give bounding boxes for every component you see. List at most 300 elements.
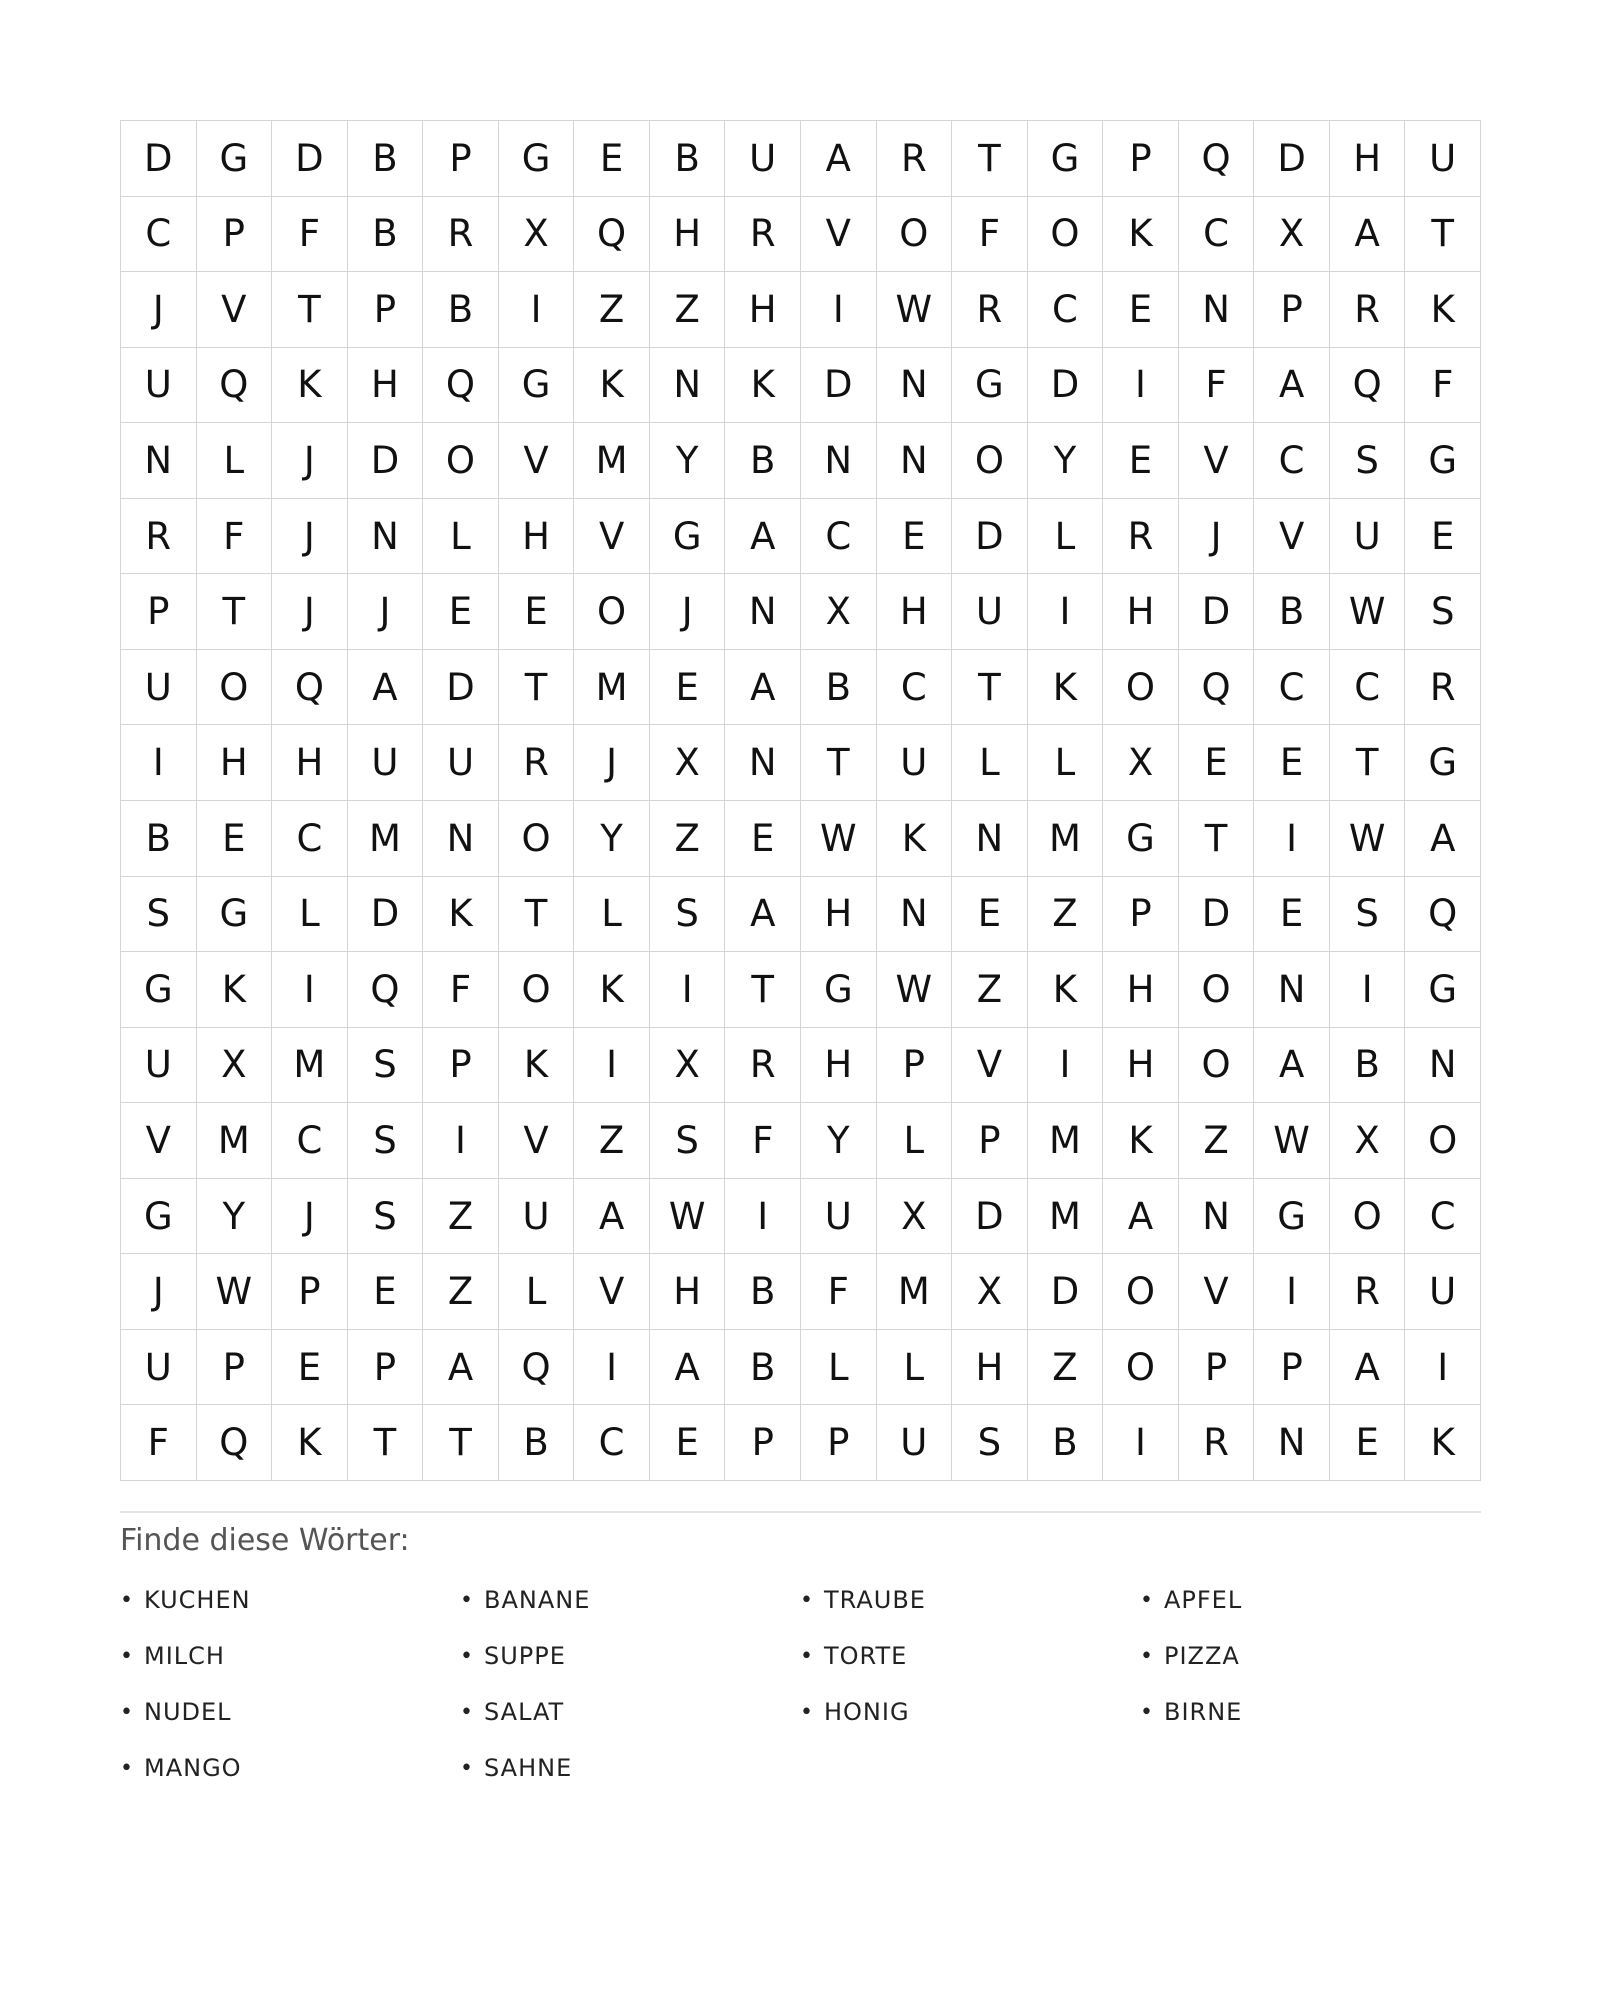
grid-cell[interactable]: N	[725, 725, 801, 801]
grid-cell[interactable]: Z	[423, 1254, 499, 1330]
grid-cell[interactable]: E	[574, 121, 650, 197]
grid-cell[interactable]: R	[1179, 1405, 1255, 1481]
grid-cell[interactable]: K	[1405, 272, 1481, 348]
grid-cell[interactable]: H	[348, 348, 424, 424]
grid-cell[interactable]: E	[1103, 423, 1179, 499]
grid-cell[interactable]: S	[952, 1405, 1028, 1481]
grid-cell[interactable]: L	[499, 1254, 575, 1330]
grid-cell[interactable]: P	[801, 1405, 877, 1481]
grid-cell[interactable]: A	[1254, 348, 1330, 424]
grid-cell[interactable]: M	[197, 1103, 273, 1179]
grid-cell[interactable]: P	[1103, 121, 1179, 197]
grid-cell[interactable]: L	[272, 877, 348, 953]
grid-cell[interactable]: I	[499, 272, 575, 348]
grid-cell[interactable]: H	[499, 499, 575, 575]
grid-cell[interactable]: R	[1330, 272, 1406, 348]
grid-cell[interactable]: U	[499, 1179, 575, 1255]
grid-cell[interactable]: U	[1405, 121, 1481, 197]
grid-cell[interactable]: T	[801, 725, 877, 801]
grid-cell[interactable]: Q	[423, 348, 499, 424]
grid-cell[interactable]: K	[1405, 1405, 1481, 1481]
grid-cell[interactable]: K	[1103, 1103, 1179, 1179]
grid-cell[interactable]: L	[1028, 499, 1104, 575]
grid-cell[interactable]: G	[197, 121, 273, 197]
grid-cell[interactable]: U	[1405, 1254, 1481, 1330]
grid-cell[interactable]: V	[1254, 499, 1330, 575]
grid-cell[interactable]: L	[877, 1103, 953, 1179]
grid-cell[interactable]: O	[1179, 952, 1255, 1028]
grid-cell[interactable]: A	[423, 1330, 499, 1406]
grid-cell[interactable]: L	[1028, 725, 1104, 801]
grid-cell[interactable]: T	[197, 574, 273, 650]
grid-cell[interactable]: Q	[499, 1330, 575, 1406]
grid-cell[interactable]: A	[801, 121, 877, 197]
grid-cell[interactable]: V	[574, 499, 650, 575]
grid-cell[interactable]: X	[1103, 725, 1179, 801]
grid-cell[interactable]: A	[1103, 1179, 1179, 1255]
grid-cell[interactable]: Q	[197, 1405, 273, 1481]
grid-cell[interactable]: I	[574, 1330, 650, 1406]
grid-cell[interactable]: Z	[952, 952, 1028, 1028]
grid-cell[interactable]: C	[877, 650, 953, 726]
grid-cell[interactable]: V	[1179, 1254, 1255, 1330]
grid-cell[interactable]: F	[725, 1103, 801, 1179]
grid-cell[interactable]: X	[650, 725, 726, 801]
grid-cell[interactable]: A	[725, 650, 801, 726]
grid-cell[interactable]: C	[272, 801, 348, 877]
grid-cell[interactable]: F	[1179, 348, 1255, 424]
grid-cell[interactable]: N	[725, 574, 801, 650]
grid-cell[interactable]: C	[1405, 1179, 1481, 1255]
grid-cell[interactable]: C	[574, 1405, 650, 1481]
grid-cell[interactable]: A	[725, 877, 801, 953]
grid-cell[interactable]: P	[1254, 1330, 1330, 1406]
grid-cell[interactable]: C	[272, 1103, 348, 1179]
grid-cell[interactable]: D	[801, 348, 877, 424]
grid-cell[interactable]: E	[1330, 1405, 1406, 1481]
grid-cell[interactable]: E	[499, 574, 575, 650]
grid-cell[interactable]: C	[121, 197, 197, 273]
grid-cell[interactable]: P	[423, 1028, 499, 1104]
grid-cell[interactable]: P	[1179, 1330, 1255, 1406]
grid-cell[interactable]: I	[1103, 1405, 1179, 1481]
grid-cell[interactable]: J	[1179, 499, 1255, 575]
grid-cell[interactable]: R	[1330, 1254, 1406, 1330]
grid-cell[interactable]: R	[877, 121, 953, 197]
grid-cell[interactable]: G	[499, 348, 575, 424]
grid-cell[interactable]: E	[1254, 725, 1330, 801]
grid-cell[interactable]: V	[121, 1103, 197, 1179]
grid-cell[interactable]: S	[348, 1103, 424, 1179]
grid-cell[interactable]: W	[877, 272, 953, 348]
grid-cell[interactable]: E	[650, 650, 726, 726]
grid-cell[interactable]: K	[574, 952, 650, 1028]
grid-cell[interactable]: P	[423, 121, 499, 197]
grid-cell[interactable]: P	[725, 1405, 801, 1481]
grid-cell[interactable]: B	[725, 1254, 801, 1330]
grid-cell[interactable]: Z	[574, 272, 650, 348]
grid-cell[interactable]: I	[801, 272, 877, 348]
grid-cell[interactable]: F	[952, 197, 1028, 273]
grid-cell[interactable]: M	[272, 1028, 348, 1104]
grid-cell[interactable]: H	[801, 1028, 877, 1104]
grid-cell[interactable]: S	[348, 1179, 424, 1255]
grid-cell[interactable]: U	[121, 1028, 197, 1104]
grid-cell[interactable]: P	[1254, 272, 1330, 348]
grid-cell[interactable]: U	[348, 725, 424, 801]
grid-cell[interactable]: D	[1179, 574, 1255, 650]
grid-cell[interactable]: G	[499, 121, 575, 197]
grid-cell[interactable]: V	[197, 272, 273, 348]
grid-cell[interactable]: V	[952, 1028, 1028, 1104]
grid-cell[interactable]: C	[1330, 650, 1406, 726]
grid-cell[interactable]: U	[725, 121, 801, 197]
grid-cell[interactable]: T	[499, 877, 575, 953]
grid-cell[interactable]: P	[197, 1330, 273, 1406]
grid-cell[interactable]: R	[499, 725, 575, 801]
grid-cell[interactable]: U	[801, 1179, 877, 1255]
grid-cell[interactable]: Z	[574, 1103, 650, 1179]
grid-cell[interactable]: B	[725, 1330, 801, 1406]
grid-cell[interactable]: D	[1179, 877, 1255, 953]
grid-cell[interactable]: L	[952, 725, 1028, 801]
grid-cell[interactable]: H	[1330, 121, 1406, 197]
grid-cell[interactable]: I	[1330, 952, 1406, 1028]
grid-cell[interactable]: E	[952, 877, 1028, 953]
grid-cell[interactable]: D	[272, 121, 348, 197]
grid-cell[interactable]: F	[197, 499, 273, 575]
grid-cell[interactable]: G	[1103, 801, 1179, 877]
grid-cell[interactable]: E	[1254, 877, 1330, 953]
grid-cell[interactable]: I	[574, 1028, 650, 1104]
grid-cell[interactable]: P	[272, 1254, 348, 1330]
grid-cell[interactable]: V	[499, 1103, 575, 1179]
grid-cell[interactable]: M	[574, 423, 650, 499]
grid-cell[interactable]: V	[801, 197, 877, 273]
grid-cell[interactable]: V	[499, 423, 575, 499]
grid-cell[interactable]: S	[1405, 574, 1481, 650]
grid-cell[interactable]: N	[877, 877, 953, 953]
grid-cell[interactable]: K	[725, 348, 801, 424]
grid-cell[interactable]: U	[121, 650, 197, 726]
grid-cell[interactable]: G	[952, 348, 1028, 424]
grid-cell[interactable]: U	[877, 725, 953, 801]
grid-cell[interactable]: X	[877, 1179, 953, 1255]
grid-cell[interactable]: K	[197, 952, 273, 1028]
grid-cell[interactable]: Y	[650, 423, 726, 499]
grid-cell[interactable]: H	[725, 272, 801, 348]
grid-cell[interactable]: J	[272, 423, 348, 499]
grid-cell[interactable]: L	[801, 1330, 877, 1406]
grid-cell[interactable]: S	[121, 877, 197, 953]
grid-cell[interactable]: W	[877, 952, 953, 1028]
grid-cell[interactable]: I	[423, 1103, 499, 1179]
grid-cell[interactable]: H	[197, 725, 273, 801]
grid-cell[interactable]: B	[725, 423, 801, 499]
grid-cell[interactable]: B	[1254, 574, 1330, 650]
grid-cell[interactable]: R	[952, 272, 1028, 348]
grid-cell[interactable]: D	[952, 1179, 1028, 1255]
grid-cell[interactable]: W	[1330, 801, 1406, 877]
grid-cell[interactable]: Q	[197, 348, 273, 424]
grid-cell[interactable]: O	[1330, 1179, 1406, 1255]
grid-cell[interactable]: O	[499, 952, 575, 1028]
grid-cell[interactable]: F	[121, 1405, 197, 1481]
grid-cell[interactable]: D	[423, 650, 499, 726]
grid-cell[interactable]: E	[650, 1405, 726, 1481]
grid-cell[interactable]: J	[650, 574, 726, 650]
grid-cell[interactable]: B	[423, 272, 499, 348]
grid-cell[interactable]: G	[1028, 121, 1104, 197]
grid-cell[interactable]: N	[1179, 1179, 1255, 1255]
grid-cell[interactable]: I	[1103, 348, 1179, 424]
grid-cell[interactable]: E	[1103, 272, 1179, 348]
grid-cell[interactable]: B	[121, 801, 197, 877]
grid-cell[interactable]: A	[650, 1330, 726, 1406]
grid-cell[interactable]: C	[801, 499, 877, 575]
grid-cell[interactable]: A	[1405, 801, 1481, 877]
grid-cell[interactable]: O	[1103, 650, 1179, 726]
grid-cell[interactable]: N	[801, 423, 877, 499]
grid-cell[interactable]: T	[348, 1405, 424, 1481]
grid-cell[interactable]: B	[650, 121, 726, 197]
grid-cell[interactable]: M	[348, 801, 424, 877]
grid-cell[interactable]: M	[1028, 801, 1104, 877]
grid-cell[interactable]: T	[1405, 197, 1481, 273]
grid-cell[interactable]: E	[272, 1330, 348, 1406]
grid-cell[interactable]: M	[1028, 1179, 1104, 1255]
grid-cell[interactable]: N	[1405, 1028, 1481, 1104]
grid-cell[interactable]: Y	[197, 1179, 273, 1255]
grid-cell[interactable]: C	[1254, 423, 1330, 499]
grid-cell[interactable]: E	[348, 1254, 424, 1330]
grid-cell[interactable]: B	[801, 650, 877, 726]
grid-cell[interactable]: D	[1028, 1254, 1104, 1330]
grid-cell[interactable]: K	[272, 348, 348, 424]
grid-cell[interactable]: Q	[1179, 650, 1255, 726]
grid-cell[interactable]: J	[272, 1179, 348, 1255]
grid-cell[interactable]: Q	[1405, 877, 1481, 953]
grid-cell[interactable]: F	[801, 1254, 877, 1330]
grid-cell[interactable]: S	[348, 1028, 424, 1104]
grid-cell[interactable]: X	[1330, 1103, 1406, 1179]
grid-cell[interactable]: K	[1028, 650, 1104, 726]
grid-cell[interactable]: Q	[1330, 348, 1406, 424]
grid-cell[interactable]: O	[499, 801, 575, 877]
grid-cell[interactable]: K	[574, 348, 650, 424]
grid-cell[interactable]: D	[348, 423, 424, 499]
grid-cell[interactable]: X	[499, 197, 575, 273]
grid-cell[interactable]: R	[725, 1028, 801, 1104]
grid-cell[interactable]: Z	[1028, 1330, 1104, 1406]
grid-cell[interactable]: I	[1405, 1330, 1481, 1406]
grid-cell[interactable]: O	[877, 197, 953, 273]
grid-cell[interactable]: R	[725, 197, 801, 273]
grid-cell[interactable]: W	[197, 1254, 273, 1330]
grid-cell[interactable]: U	[423, 725, 499, 801]
grid-cell[interactable]: W	[650, 1179, 726, 1255]
grid-cell[interactable]: D	[952, 499, 1028, 575]
grid-cell[interactable]: R	[121, 499, 197, 575]
grid-cell[interactable]: Q	[348, 952, 424, 1028]
grid-cell[interactable]: O	[423, 423, 499, 499]
grid-cell[interactable]: H	[650, 1254, 726, 1330]
grid-cell[interactable]: H	[952, 1330, 1028, 1406]
grid-cell[interactable]: R	[1103, 499, 1179, 575]
grid-cell[interactable]: S	[1330, 423, 1406, 499]
grid-cell[interactable]: G	[1405, 725, 1481, 801]
grid-cell[interactable]: W	[1330, 574, 1406, 650]
grid-cell[interactable]: T	[1179, 801, 1255, 877]
grid-cell[interactable]: T	[272, 272, 348, 348]
grid-cell[interactable]: U	[952, 574, 1028, 650]
grid-cell[interactable]: Z	[1028, 877, 1104, 953]
grid-cell[interactable]: Y	[801, 1103, 877, 1179]
grid-cell[interactable]: I	[272, 952, 348, 1028]
grid-cell[interactable]: U	[1330, 499, 1406, 575]
grid-cell[interactable]: T	[1330, 725, 1406, 801]
grid-cell[interactable]: H	[1103, 574, 1179, 650]
grid-cell[interactable]: R	[423, 197, 499, 273]
grid-cell[interactable]: T	[952, 650, 1028, 726]
grid-cell[interactable]: S	[650, 877, 726, 953]
grid-cell[interactable]: O	[1103, 1330, 1179, 1406]
grid-cell[interactable]: U	[121, 1330, 197, 1406]
grid-cell[interactable]: H	[1103, 1028, 1179, 1104]
grid-cell[interactable]: H	[650, 197, 726, 273]
grid-cell[interactable]: K	[423, 877, 499, 953]
grid-cell[interactable]: Y	[574, 801, 650, 877]
grid-cell[interactable]: E	[877, 499, 953, 575]
grid-cell[interactable]: Q	[1179, 121, 1255, 197]
grid-cell[interactable]: H	[877, 574, 953, 650]
grid-cell[interactable]: P	[952, 1103, 1028, 1179]
grid-cell[interactable]: U	[121, 348, 197, 424]
grid-cell[interactable]: X	[197, 1028, 273, 1104]
grid-cell[interactable]: N	[650, 348, 726, 424]
grid-cell[interactable]: F	[1405, 348, 1481, 424]
grid-cell[interactable]: N	[1254, 1405, 1330, 1481]
grid-cell[interactable]: O	[1405, 1103, 1481, 1179]
grid-cell[interactable]: O	[1028, 197, 1104, 273]
grid-cell[interactable]: L	[197, 423, 273, 499]
grid-cell[interactable]: G	[197, 877, 273, 953]
grid-cell[interactable]: J	[272, 574, 348, 650]
grid-cell[interactable]: P	[348, 1330, 424, 1406]
grid-cell[interactable]: G	[1405, 952, 1481, 1028]
grid-cell[interactable]: S	[1330, 877, 1406, 953]
grid-cell[interactable]: F	[272, 197, 348, 273]
grid-cell[interactable]: W	[1254, 1103, 1330, 1179]
grid-cell[interactable]: P	[1103, 877, 1179, 953]
grid-cell[interactable]: N	[877, 348, 953, 424]
grid-cell[interactable]: I	[121, 725, 197, 801]
grid-cell[interactable]: D	[121, 121, 197, 197]
grid-cell[interactable]: G	[1405, 423, 1481, 499]
grid-cell[interactable]: E	[725, 801, 801, 877]
grid-cell[interactable]: A	[1330, 1330, 1406, 1406]
grid-cell[interactable]: X	[801, 574, 877, 650]
grid-cell[interactable]: R	[1405, 650, 1481, 726]
grid-cell[interactable]: J	[272, 499, 348, 575]
grid-cell[interactable]: I	[1028, 1028, 1104, 1104]
grid-cell[interactable]: H	[1103, 952, 1179, 1028]
grid-cell[interactable]: G	[121, 952, 197, 1028]
grid-cell[interactable]: N	[1179, 272, 1255, 348]
grid-cell[interactable]: I	[650, 952, 726, 1028]
grid-cell[interactable]: N	[952, 801, 1028, 877]
grid-cell[interactable]: A	[348, 650, 424, 726]
grid-cell[interactable]: L	[574, 877, 650, 953]
grid-cell[interactable]: Z	[423, 1179, 499, 1255]
grid-cell[interactable]: B	[1330, 1028, 1406, 1104]
grid-cell[interactable]: O	[197, 650, 273, 726]
grid-cell[interactable]: H	[272, 725, 348, 801]
grid-cell[interactable]: K	[1103, 197, 1179, 273]
grid-cell[interactable]: O	[574, 574, 650, 650]
grid-cell[interactable]: M	[1028, 1103, 1104, 1179]
grid-cell[interactable]: N	[877, 423, 953, 499]
grid-cell[interactable]: S	[650, 1103, 726, 1179]
grid-cell[interactable]: J	[121, 272, 197, 348]
grid-cell[interactable]: B	[1028, 1405, 1104, 1481]
grid-cell[interactable]: I	[1254, 801, 1330, 877]
grid-cell[interactable]: Z	[1179, 1103, 1255, 1179]
grid-cell[interactable]: Q	[272, 650, 348, 726]
grid-cell[interactable]: P	[121, 574, 197, 650]
grid-cell[interactable]: T	[725, 952, 801, 1028]
grid-cell[interactable]: T	[499, 650, 575, 726]
grid-cell[interactable]: E	[197, 801, 273, 877]
grid-cell[interactable]: M	[877, 1254, 953, 1330]
grid-cell[interactable]: O	[952, 423, 1028, 499]
grid-cell[interactable]: U	[877, 1405, 953, 1481]
grid-cell[interactable]: P	[197, 197, 273, 273]
grid-cell[interactable]: E	[1179, 725, 1255, 801]
grid-cell[interactable]: N	[121, 423, 197, 499]
grid-cell[interactable]: A	[725, 499, 801, 575]
grid-cell[interactable]: G	[1254, 1179, 1330, 1255]
grid-cell[interactable]: D	[1028, 348, 1104, 424]
grid-cell[interactable]: M	[574, 650, 650, 726]
grid-cell[interactable]: A	[574, 1179, 650, 1255]
grid-cell[interactable]: L	[423, 499, 499, 575]
grid-cell[interactable]: G	[650, 499, 726, 575]
grid-cell[interactable]: K	[272, 1405, 348, 1481]
grid-cell[interactable]: E	[423, 574, 499, 650]
grid-cell[interactable]: G	[801, 952, 877, 1028]
grid-cell[interactable]: N	[423, 801, 499, 877]
grid-cell[interactable]: F	[423, 952, 499, 1028]
grid-cell[interactable]: X	[650, 1028, 726, 1104]
grid-cell[interactable]: V	[1179, 423, 1255, 499]
grid-cell[interactable]: T	[952, 121, 1028, 197]
grid-cell[interactable]: J	[121, 1254, 197, 1330]
grid-cell[interactable]: I	[725, 1179, 801, 1255]
grid-cell[interactable]: I	[1254, 1254, 1330, 1330]
grid-cell[interactable]: O	[1179, 1028, 1255, 1104]
grid-cell[interactable]: Y	[1028, 423, 1104, 499]
grid-cell[interactable]: Q	[574, 197, 650, 273]
grid-cell[interactable]: K	[499, 1028, 575, 1104]
grid-cell[interactable]: L	[877, 1330, 953, 1406]
grid-cell[interactable]: W	[801, 801, 877, 877]
grid-cell[interactable]: J	[574, 725, 650, 801]
grid-cell[interactable]: B	[499, 1405, 575, 1481]
grid-cell[interactable]: A	[1254, 1028, 1330, 1104]
grid-cell[interactable]: C	[1028, 272, 1104, 348]
grid-cell[interactable]: G	[121, 1179, 197, 1255]
